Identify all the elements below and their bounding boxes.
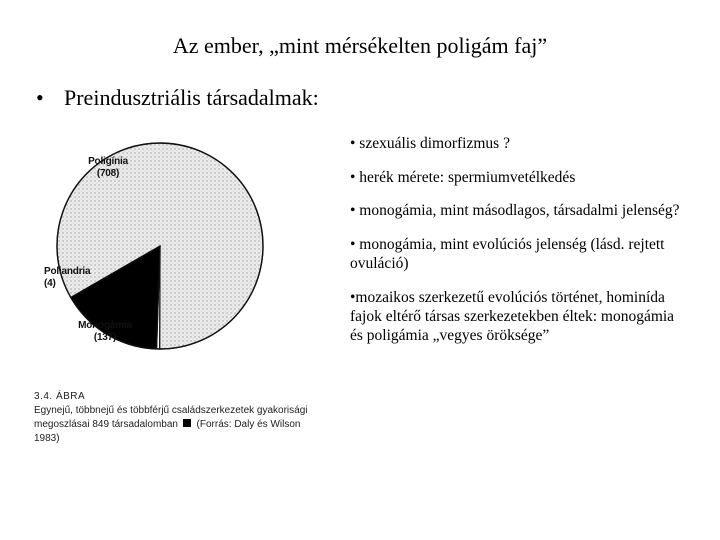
bullet-point: • szexuális dimorfizmus ?	[350, 135, 510, 152]
label-poliandria-count: (4)	[44, 278, 56, 289]
label-poliandria-name: Poliandria	[44, 266, 91, 277]
label-poliginia-name: Poligínia	[88, 156, 128, 167]
bullet-marker: •	[36, 85, 44, 110]
bullet-point: •mozaikos szerkezetű evolúciós történet, hominída fajok eltérő társas szerkezetekben éltek: monogámia és poligámia „vegyes öröksége”	[350, 289, 675, 344]
pie-figure	[34, 140, 334, 460]
bullet-point: • herék mérete: spermiumvetélkedés	[350, 169, 576, 186]
main-bullet-text: Preindusztriális társadalmak:	[64, 85, 319, 110]
label-poliginia-count: (708)	[96, 168, 120, 179]
bullet-list	[350, 134, 680, 360]
bullet-point: • monogámia, mint másodlagos, társadalmi jelenség?	[350, 202, 680, 219]
legend-square-icon	[183, 419, 191, 427]
label-poliginia	[78, 156, 138, 180]
caption-source: (Forrás: Daly és Wilson 1983)	[34, 419, 301, 444]
caption-number: 3.4. ÁBRA	[34, 391, 86, 402]
figure-caption	[34, 390, 326, 446]
main-bullet	[36, 84, 319, 112]
caption-text: Egynejű, többnejű és többférjű családszerkezetek gyakorisági megoszlásai 849 társadalomban	[34, 405, 308, 430]
label-poliandria	[44, 266, 100, 290]
slide-title: Az ember, „mint mérsékelten poligám faj”	[172, 33, 548, 58]
label-monogamia-count: (137)	[93, 332, 117, 343]
bullet-point: • monogámia, mint evolúciós jelenség (lásd. rejtett ovuláció)	[350, 236, 665, 272]
label-monogamia-name: Monogámia	[78, 320, 132, 331]
label-monogamia	[70, 320, 140, 344]
